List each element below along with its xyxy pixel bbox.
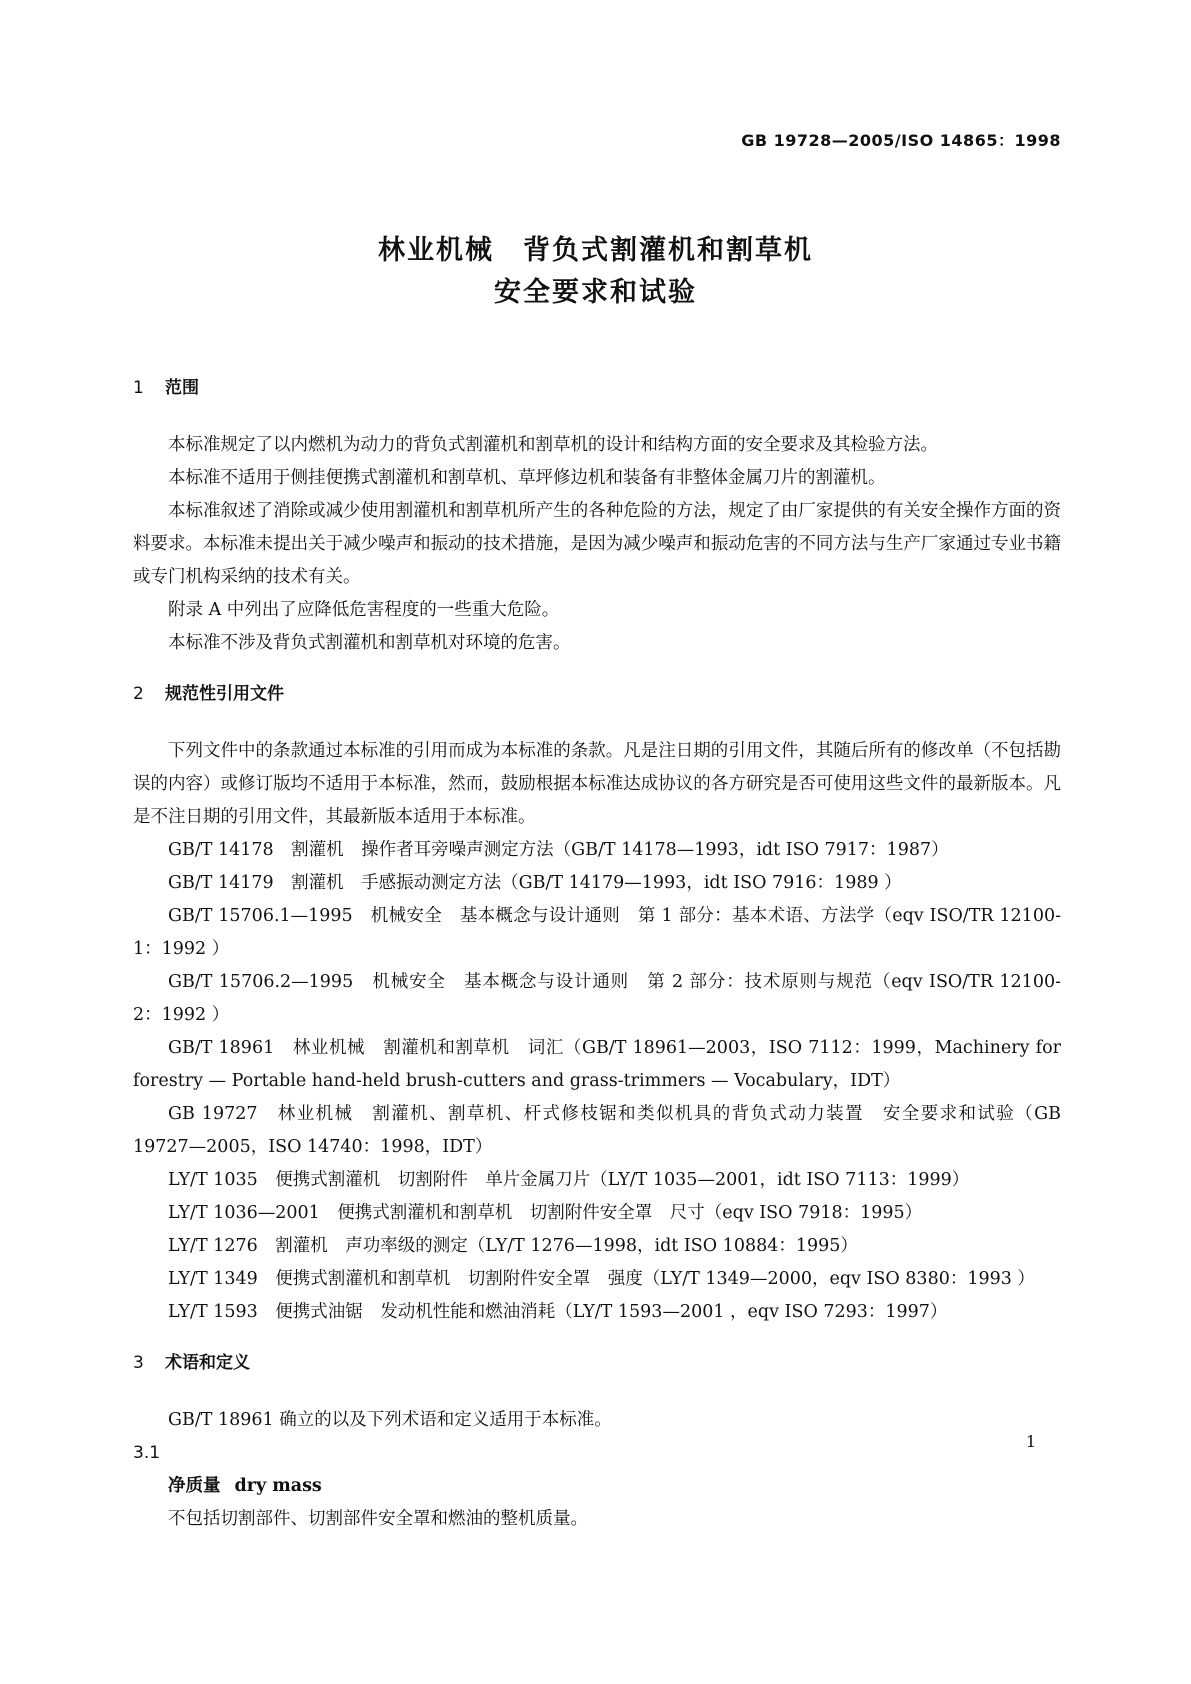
term-entry: [133, 1470, 1061, 1503]
paragraph: 下列文件中的条款通过本标准的引用而成为本标准的条款。凡是注日期的引用文件，其随后所有的修改单（不包括勘误的内容）或修订版均不适用于本标准，然而，鼓励根据本标准达成协议的各方研究是否可使用这些文件的最新版本。凡是不注日期的引用文件，其最新版本适用于本标准。: [133, 741, 1061, 827]
term-definition: 不包括切割部件、切割部件安全罩和燃油的整机质量。: [168, 1509, 588, 1529]
reference-item: GB/T 15706.2—1995 机械安全 基本概念与设计通则 第 2 部分：技术原则与规范（eqv ISO/TR 12100-2：1992 ）: [133, 972, 1061, 1025]
title-line-2: 安全要求和试验: [494, 277, 697, 308]
paragraph: 本标准不适用于侧挂便携式割灌机和割草机、草坪修边机和装备有非整体金属刀片的割灌机。: [168, 468, 886, 488]
section-number: 2: [133, 684, 144, 704]
clause-number: 3.1: [133, 1443, 161, 1463]
term-english: dry mass: [234, 1476, 322, 1496]
paragraph: GB/T 18961 确立的以及下列术语和定义适用于本标准。: [168, 1410, 612, 1430]
title-line-1: 林业机械 背负式割灌机和割草机: [378, 235, 813, 266]
reference-item: LY/T 1035 便携式割灌机 切割附件 单片金属刀片（LY/T 1035—2001，idt ISO 7113：1999）: [168, 1170, 970, 1190]
term-chinese: 净质量: [168, 1476, 221, 1496]
paragraph: 本标准不涉及背负式割灌机和割草机对环境的危害。: [168, 633, 571, 653]
reference-item: LY/T 1036—2001 便携式割灌机和割草机 切割附件安全罩 尺寸（eqv ISO 7918：1995）: [168, 1203, 923, 1223]
reference-item: GB/T 14179 割灌机 手感振动测定方法（GB/T 14179—1993，idt ISO 7916：1989 ）: [168, 873, 902, 893]
paragraph: 本标准规定了以内燃机为动力的背负式割灌机和割草机的设计和结构方面的安全要求及其检验方法。: [168, 435, 938, 455]
paragraph: 本标准叙述了消除或减少使用割灌机和割草机所产生的各种危险的方法，规定了由厂家提供的有关安全操作方面的资料要求。本标准未提出关于减少噪声和振动的技术措施，是因为减少噪声和振动危害的不同方法与生产厂家通过专业书籍或专门机构采纳的技术有关。: [133, 501, 1061, 587]
section-title: 规范性引用文件: [165, 684, 284, 704]
standard-number: GB 19728—2005/ISO 14865：1998: [741, 131, 1061, 150]
section-2-heading: [133, 678, 1061, 711]
section-number: 3: [133, 1353, 144, 1373]
reference-item: GB/T 15706.1—1995 机械安全 基本概念与设计通则 第 1 部分：基本术语、方法学（eqv ISO/TR 12100-1：1992 ）: [133, 906, 1061, 959]
page-number: 1: [1025, 1432, 1036, 1451]
section-number: 1: [133, 378, 144, 398]
document-title: [0, 230, 1191, 314]
section-3-heading: [133, 1347, 1061, 1380]
paragraph: 附录 A 中列出了应降低危害程度的一些重大危险。: [168, 600, 560, 620]
reference-item: GB/T 18961 林业机械 割灌机和割草机 词汇（GB/T 18961—2003，ISO 7112：1999，Machinery for forestry — Portable hand-held brush-cutters and grass-trimmers — Vocabulary，IDT）: [133, 1038, 1061, 1091]
section-title: 范围: [165, 378, 199, 398]
reference-item: LY/T 1349 便携式割灌机和割草机 切割附件安全罩 强度（LY/T 1349—2000，eqv ISO 8380：1993 ）: [168, 1269, 1035, 1289]
reference-item: LY/T 1276 割灌机 声功率级的测定（LY/T 1276—1998，idt ISO 10884：1995）: [168, 1236, 858, 1256]
section-1-heading: [133, 372, 1061, 405]
reference-item: GB/T 14178 割灌机 操作者耳旁噪声测定方法（GB/T 14178—1993，idt ISO 7917：1987）: [168, 840, 949, 860]
reference-item: LY/T 1593 便携式油锯 发动机性能和燃油消耗（LY/T 1593—2001 ，eqv ISO 7293：1997）: [168, 1302, 948, 1322]
section-title: 术语和定义: [165, 1353, 250, 1373]
reference-item: GB 19727 林业机械 割灌机、割草机、杆式修枝锯和类似机具的背负式动力装置 安全要求和试验（GB 19727—2005，ISO 14740：1998，IDT）: [133, 1104, 1061, 1157]
document-body: [133, 372, 1061, 1536]
